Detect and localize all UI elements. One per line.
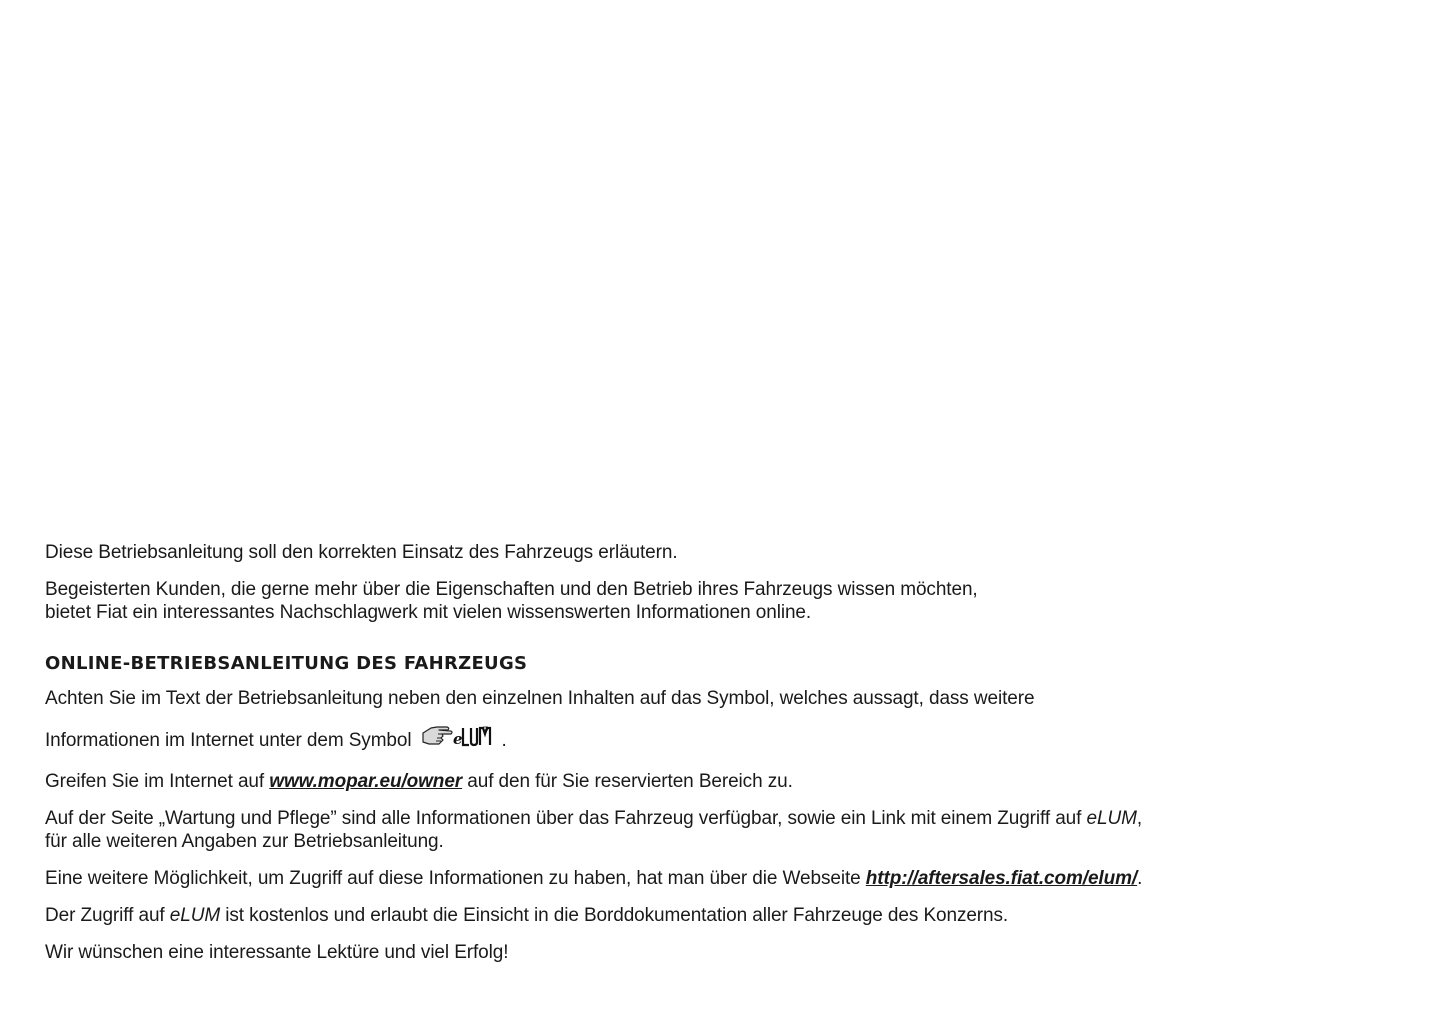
elum-symbol (421, 724, 497, 756)
symbol-paragraph (45, 687, 1245, 710)
document-page (45, 541, 1245, 978)
svg-text:e: e (453, 730, 463, 748)
aftersales-elum-link[interactable]: http://aftersales.fiat.com/elum/ (865, 868, 1138, 889)
free-access-text-before: Der Zugriff auf (45, 905, 170, 926)
symbol-paragraph-period: . (501, 730, 507, 751)
intro-text: Diese Betriebsanleitung soll den korrekten Einsatz des Fahrzeugs erläutern. (45, 542, 678, 563)
maintenance-comma: , (1136, 808, 1142, 829)
closing-paragraph (45, 941, 1245, 964)
elum-emphasis: eLUM (169, 905, 221, 926)
symbol-paragraph-line-2: Informationen im Internet unter dem Symbol (45, 730, 412, 751)
fiat-info-line-1: Begeisterten Kunden, die gerne mehr über die Eigenschaften und den Betrieb ihres Fahrzeugs wissen möchten, (45, 579, 978, 600)
pointing-hand-icon (421, 724, 497, 750)
mopar-text-before: Greifen Sie im Internet auf (45, 771, 270, 792)
elum-emphasis: eLUM (1086, 808, 1137, 829)
website-text-after: . (1137, 868, 1143, 889)
maintenance-line-1 (45, 807, 1245, 830)
fiat-info-paragraph (45, 578, 1245, 624)
intro-paragraph (45, 541, 1245, 564)
fiat-info-line-2: bietet Fiat ein interessantes Nachschlagwerk mit vielen wissenswerten Informationen online. (45, 602, 812, 623)
mopar-paragraph (45, 770, 1245, 793)
symbol-paragraph-continued (45, 724, 1245, 756)
section-heading: ONLINE-BETRIEBSANLEITUNG DES FAHRZEUGS (45, 653, 528, 674)
mopar-text-after: auf den für Sie reservierten Bereich zu. (462, 771, 793, 792)
website-text-before: Eine weitere Möglichkeit, um Zugriff auf diese Informationen zu haben, hat man über die Webseite (45, 868, 866, 889)
maintenance-line-2: für alle weiteren Angaben zur Betriebsanleitung. (45, 831, 444, 852)
website-paragraph (45, 867, 1245, 890)
free-access-text-after: ist kostenlos und erlaubt die Einsicht in die Borddokumentation aller Fahrzeuge des Konzerns. (220, 905, 1009, 926)
closing-text: Wir wünschen eine interessante Lektüre und viel Erfolg! (45, 942, 509, 963)
mopar-owner-link[interactable]: www.mopar.eu/owner (269, 771, 463, 792)
free-access-paragraph (45, 904, 1245, 927)
symbol-paragraph-line-1: Achten Sie im Text der Betriebsanleitung neben den einzelnen Inhalten auf das Symbol, welches aussagt, dass weitere (45, 688, 1035, 709)
maintenance-paragraph (45, 807, 1245, 853)
maintenance-text-before: Auf der Seite „Wartung und Pflege” sind alle Informationen über das Fahrzeug verfügbar, sowie ein Link mit einem Zugriff auf (45, 808, 1087, 829)
